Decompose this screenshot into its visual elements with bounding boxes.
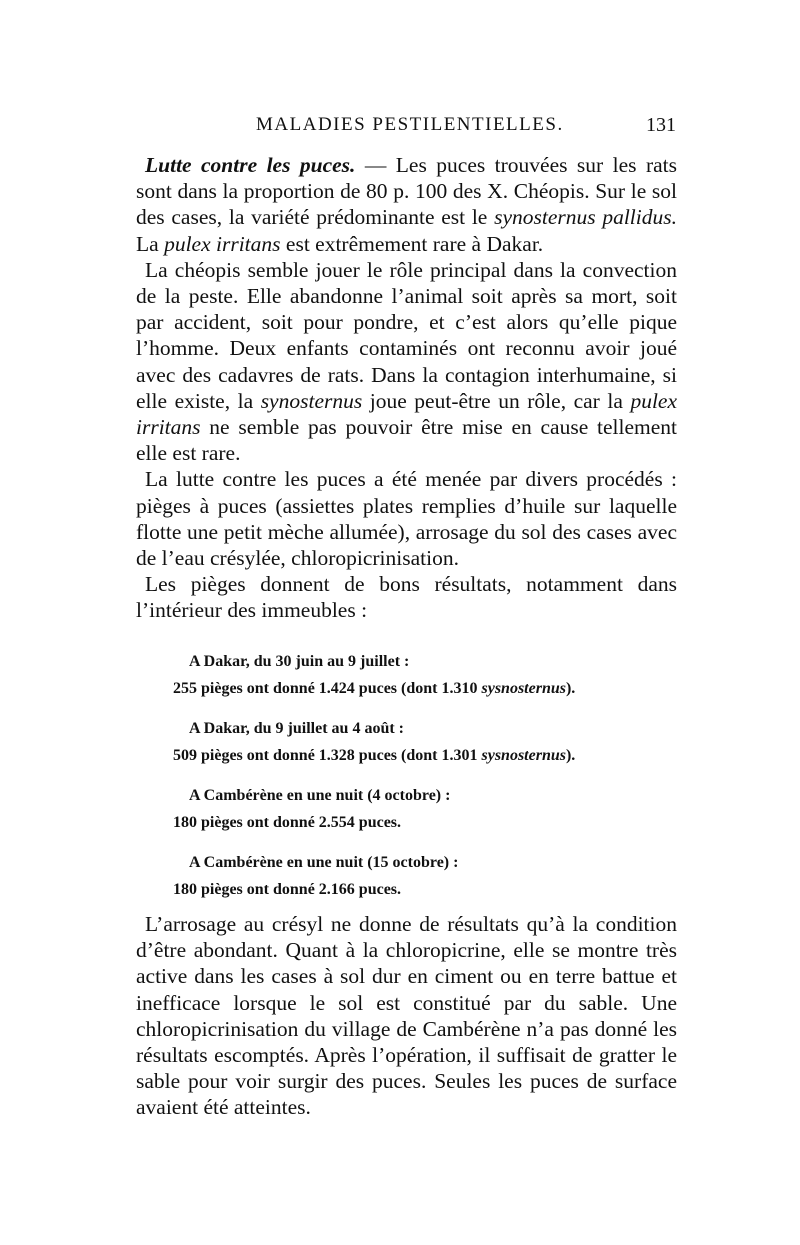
result-entry bbox=[136, 715, 677, 769]
result-entry bbox=[136, 648, 677, 702]
result-location: A Cambérène en une nuit (4 octobre) : bbox=[189, 787, 451, 804]
result-location: A Cambérène en une nuit (15 octobre) : bbox=[189, 854, 459, 871]
paragraph-cheopis: La chéopis semble jouer le rôle principal dans la convection de la peste. Elle abandonne l’animal soit après sa mort, soit par accident, soit pour pondre, et c’est alors qu’elle pique l’homme. Deux enfants contaminés ont reconnu avoir joué avec des cadavres de rats. Dans la contagion interhumaine, si elle existe, la synosternus joue peut-être un rôle, car la pulex irritans ne semble pas pouvoir être mise en cause tellement elle est rare. bbox=[136, 257, 677, 466]
paragraph-lutte-contre-les-puces: Lutte contre les puces. — Les puces trouvées sur les rats sont dans la proportion de 80 p. 100 des X. Chéopis. Sur le sol des cases, la variété prédominante est le synosternus pallidus. La pulex irritans est extrêmement rare à Dakar. bbox=[136, 153, 677, 256]
page-number: 131 bbox=[646, 114, 676, 136]
page-header bbox=[136, 114, 676, 144]
species-name: pulex irritans bbox=[164, 231, 281, 256]
species-name: pulex irritans bbox=[136, 388, 677, 440]
running-title: MALADIES PESTILENTIELLES. bbox=[256, 114, 564, 135]
paragraph-procedes: La lutte contre les puces a été menée par divers procédés : pièges à puces (assiettes plates remplies d’huile sur laquelle flotte une petit mèche allumée), arrosage du sol des cases avec de l’eau crésylée, chloropicrinisation. bbox=[136, 467, 677, 571]
paragraph-arrosage: L’arrosage au crésyl ne donne de résultats qu’à la condition d’être abondant. Quant à la chloropicrine, elle se montre très active dans les cases à sol dur en ciment ou en terre battue et inefficace lorsque le sol est constitué par du sable. Une chloropicrinisation du village de Cambérène n’a pas donné les résultats escomptés. Après l’opération, il suffisait de gratter le sable pour voir surgir des puces. Seules les puces de surface avaient été atteintes. bbox=[136, 912, 677, 1120]
section-runin-heading: Lutte contre les puces. bbox=[145, 153, 356, 177]
species-name: synosternus pallidus. bbox=[494, 205, 677, 230]
result-entry bbox=[136, 849, 677, 903]
result-data: 180 pièges ont donné 2.166 puces. bbox=[173, 881, 402, 898]
species-name: sysnosternus bbox=[481, 680, 566, 697]
paragraph-pieges: Les pièges donnent de bons résultats, notamment dans l’intérieur des immeubles : bbox=[136, 572, 677, 623]
result-entry bbox=[136, 782, 677, 836]
species-name: synosternus bbox=[260, 388, 363, 413]
body-text-lower bbox=[136, 911, 677, 1121]
result-data: 180 pièges ont donné 2.554 puces. bbox=[173, 814, 402, 831]
body-text-upper bbox=[136, 152, 677, 624]
result-data: 509 pièges ont donné 1.328 puces (dont 1.301 sysnosternus). bbox=[173, 747, 576, 764]
result-location: A Dakar, du 9 juillet au 4 août : bbox=[189, 720, 404, 737]
trap-results-list bbox=[136, 648, 677, 916]
result-data: 255 pièges ont donné 1.424 puces (dont 1.310 sysnosternus). bbox=[173, 680, 576, 697]
result-location: A Dakar, du 30 juin au 9 juillet : bbox=[189, 653, 410, 670]
species-name: sysnosternus bbox=[481, 747, 566, 764]
